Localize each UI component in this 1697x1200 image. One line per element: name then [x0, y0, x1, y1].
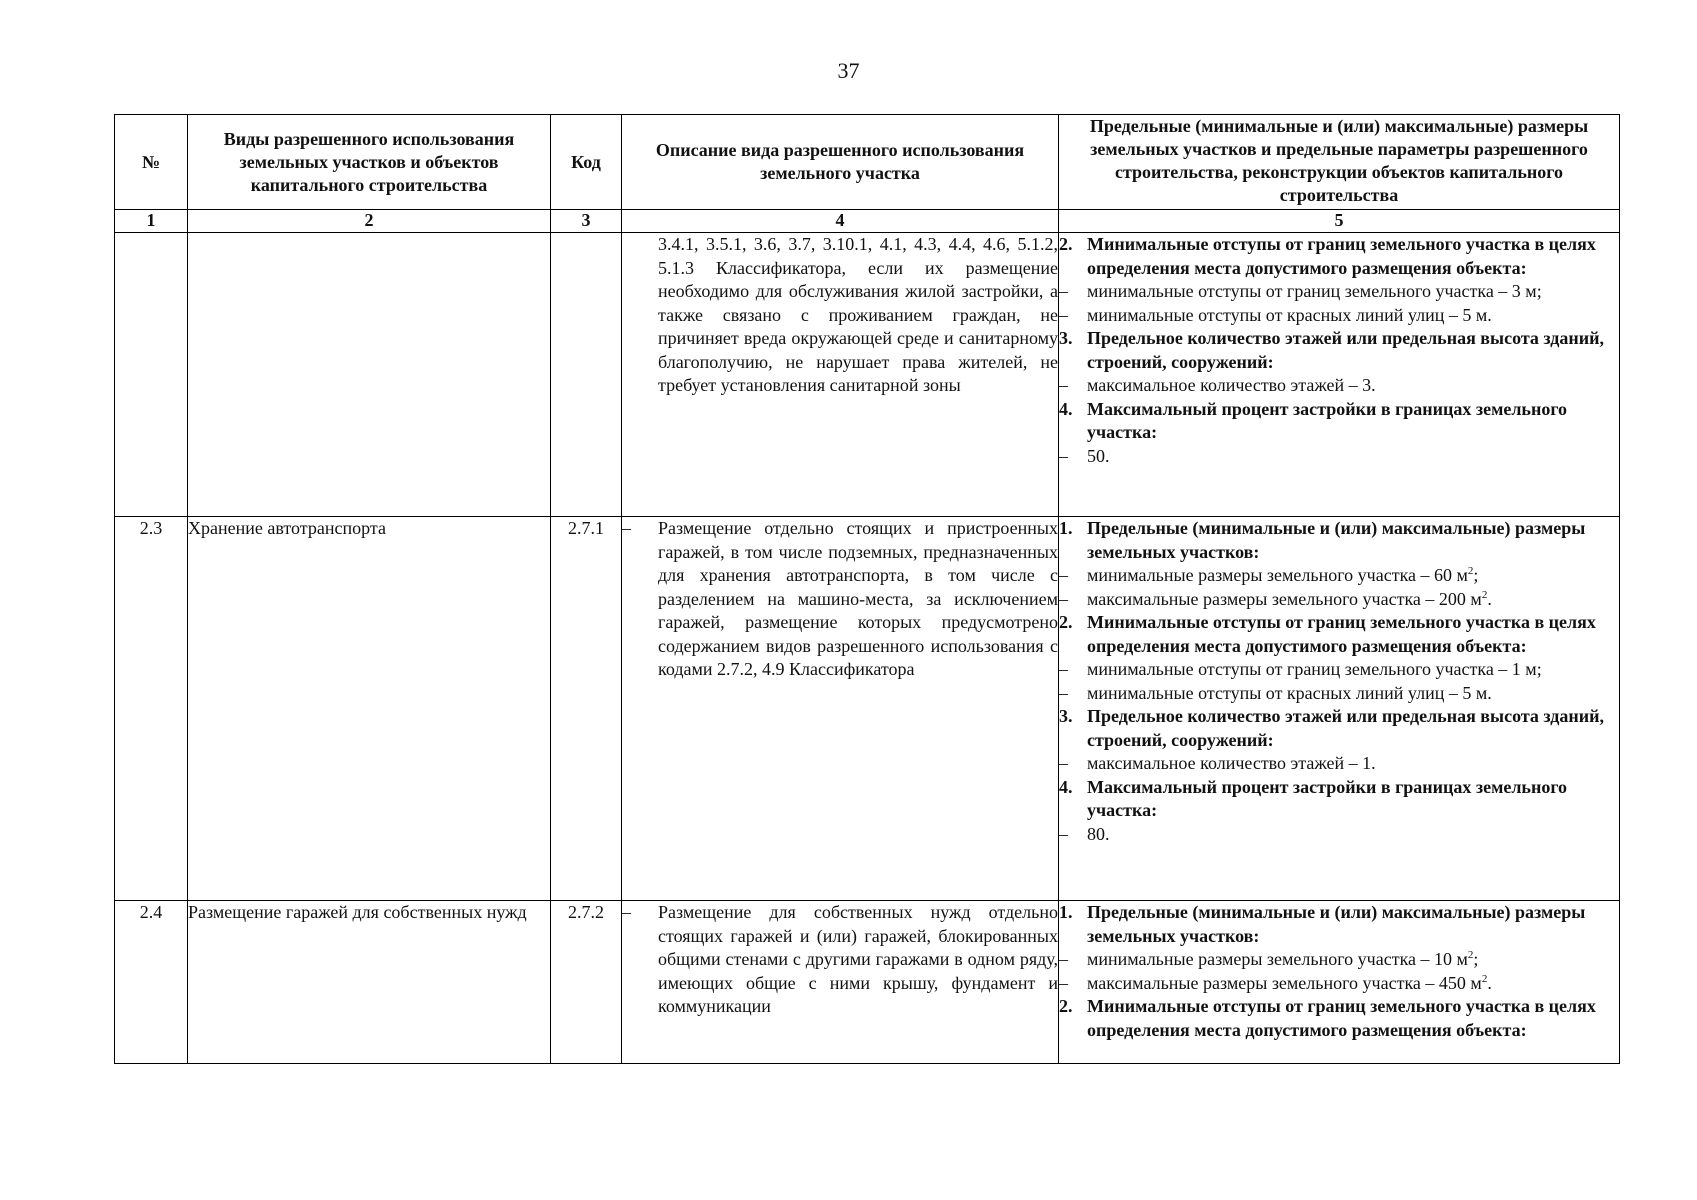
parameter-marker: –: [1059, 445, 1068, 466]
parameter-text: Предельные (минимальные и (или) максимальные) размеры земельных участков:: [1087, 518, 1586, 562]
parameter-item: [1059, 658, 1619, 682]
parameter-marker: 4.: [1059, 776, 1073, 797]
parameter-heading: [1059, 517, 1619, 564]
parameter-text: максимальное количество этажей – 3.: [1087, 375, 1376, 395]
parameter-marker: 1.: [1059, 518, 1073, 538]
header-number: №: [115, 115, 188, 210]
header-use-type: Виды разрешенного использования земельных участков и объектов капитального строительства: [188, 115, 551, 210]
parameter-marker: 3.: [1059, 328, 1073, 348]
header-code: Код: [551, 115, 622, 210]
use-type-name: Хранение автотранспорта: [188, 517, 551, 901]
header-description: Описание вида разрешенного использования земельного участка: [622, 115, 1059, 210]
parameter-marker: 2.: [1059, 612, 1073, 632]
parameter-text: минимальные отступы от границ земельного участка – 1 м;: [1087, 659, 1542, 679]
parameters-list: [1059, 233, 1619, 468]
parameter-item: [1059, 374, 1619, 398]
parameter-marker: 2.: [1059, 996, 1073, 1016]
parameter-text-wrap: [1087, 682, 1619, 706]
parameter-text-wrap: [1087, 705, 1619, 752]
description-dash: –: [622, 902, 631, 922]
use-type-code: 2.7.1: [551, 517, 622, 901]
use-type-code: [551, 233, 622, 517]
superscript: 2: [1467, 949, 1474, 961]
description-text: Размещение для собственных нужд отдельно стоящих гаражей и (или) гаражей, блокированных общими стенами с другими гаражами в одном ряду, имеющих общие с ними крышу, фундамент и коммуникации: [658, 902, 1058, 1016]
use-description: [622, 233, 1058, 398]
parameter-text-wrap: [1087, 588, 1619, 612]
parameters-list: [1059, 901, 1619, 1063]
parameter-text-wrap: [1087, 823, 1619, 847]
parameter-item: [1059, 445, 1619, 469]
parameter-text-wrap: [1087, 327, 1619, 374]
use-description: [622, 517, 1058, 682]
parameter-marker: –: [1059, 304, 1068, 325]
parameter-text-wrap: [1087, 233, 1619, 280]
parameter-heading: [1059, 995, 1619, 1042]
column-number: 1: [115, 210, 188, 233]
use-description-cell: [622, 233, 1059, 517]
row-number: 2.4: [115, 901, 188, 1064]
parameter-heading: [1059, 776, 1619, 823]
column-number: 4: [622, 210, 1059, 233]
column-number: 5: [1059, 210, 1620, 233]
superscript: 2: [1467, 565, 1474, 577]
parameter-heading: [1059, 327, 1619, 374]
parameter-text-wrap: [1087, 304, 1619, 328]
parameter-heading: [1059, 705, 1619, 752]
column-number-row: [115, 210, 1620, 233]
parameter-marker: 1.: [1059, 902, 1073, 922]
description-text: 3.4.1, 3.5.1, 3.6, 3.7, 3.10.1, 4.1, 4.3, 4.4, 4.6, 5.1.2, 5.1.3 Классификатора, если их размещение необходимо для обслуживания жилой застройки, а также связано с проживанием граждан, не причиняет вреда окружающей среде и санитарному благополучию, не нарушает права жителей, не требует установления санитарной зоны: [658, 234, 1058, 395]
parameter-marker: –: [1059, 659, 1068, 679]
parameter-text-wrap: [1087, 901, 1619, 948]
parameter-item: [1059, 280, 1619, 304]
parameter-text: минимальные отступы от красных линий улиц – 5 м.: [1087, 682, 1492, 703]
parameter-text-wrap: [1087, 564, 1619, 588]
parameter-text-wrap: [1087, 280, 1619, 304]
header-parameters-text: Предельные (минимальные и (или) максимальные) размеры земельных участков и предельные параметры разрешенного строительства, реконструкции объектов капитального строительства: [1089, 116, 1589, 205]
parameter-text-wrap: [1087, 752, 1619, 776]
parameter-text-wrap: [1087, 776, 1619, 823]
use-type-name: [188, 233, 551, 517]
column-number: 2: [188, 210, 551, 233]
parameter-marker: 3.: [1059, 706, 1073, 726]
parameter-marker: –: [1059, 823, 1068, 844]
parameter-tail: .: [1487, 972, 1492, 993]
parameter-marker: –: [1059, 565, 1068, 585]
superscript: 2: [1481, 972, 1488, 985]
table-header-row: [115, 115, 1620, 210]
parameter-text: Предельное количество этажей или предельная высота зданий, строений, сооружений:: [1087, 328, 1605, 372]
description-dash: –: [622, 518, 631, 538]
parameter-text-wrap: [1087, 611, 1619, 658]
parameter-text: минимальные отступы от красных линий улиц – 5 м.: [1087, 304, 1492, 325]
table-row: [115, 901, 1620, 1064]
parameter-text: Предельное количество этажей или предельная высота зданий, строений, сооружений:: [1087, 706, 1605, 750]
zoning-table: [114, 114, 1620, 1064]
parameter-marker: 2.: [1059, 234, 1073, 254]
parameter-heading: [1059, 611, 1619, 658]
column-number: 3: [551, 210, 622, 233]
parameter-item: [1059, 564, 1619, 588]
parameters-list: [1059, 517, 1619, 846]
parameters-cell: [1059, 517, 1620, 901]
parameter-marker: –: [1059, 682, 1068, 703]
parameters-cell: [1059, 233, 1620, 517]
parameter-marker: –: [1059, 588, 1068, 609]
parameter-text: Максимальный процент застройки в границах земельного участка:: [1087, 398, 1568, 442]
parameter-item: [1059, 752, 1619, 776]
parameter-text: 50.: [1087, 445, 1110, 466]
superscript: 2: [1481, 588, 1488, 601]
use-description-cell: [622, 901, 1059, 1064]
parameter-text-wrap: [1087, 995, 1619, 1042]
parameter-text-wrap: [1087, 972, 1619, 996]
row-number: [115, 233, 188, 517]
use-type-name: Размещение гаражей для собственных нужд: [188, 901, 551, 1064]
use-type-code: 2.7.2: [551, 901, 622, 1064]
parameter-heading: [1059, 901, 1619, 948]
parameter-item: [1059, 682, 1619, 706]
parameter-marker: –: [1059, 949, 1068, 969]
parameter-text: максимальные размеры земельного участка – 200 м: [1087, 588, 1482, 609]
parameter-text: минимальные отступы от границ земельного участка – 3 м;: [1087, 281, 1542, 301]
parameter-marker: –: [1059, 375, 1068, 395]
table-row: [115, 517, 1620, 901]
parameter-text: минимальные размеры земельного участка – 10 м: [1087, 949, 1468, 969]
row-number: 2.3: [115, 517, 188, 901]
parameter-item: [1059, 588, 1619, 612]
page-number: 37: [837, 58, 860, 83]
parameter-item: [1059, 823, 1619, 847]
parameter-item: [1059, 304, 1619, 328]
parameters-cell: [1059, 901, 1620, 1064]
parameter-text: Минимальные отступы от границ земельного участка в целях определения места допустимого размещения объекта:: [1087, 234, 1596, 278]
parameter-text: 80.: [1087, 823, 1110, 844]
parameter-tail: ;: [1473, 949, 1479, 969]
parameter-item: [1059, 948, 1619, 972]
table-row: [115, 233, 1620, 517]
parameter-text: максимальное количество этажей – 1.: [1087, 753, 1376, 773]
parameter-text: Максимальный процент застройки в границах земельного участка:: [1087, 776, 1568, 820]
parameter-text: максимальные размеры земельного участка – 450 м: [1087, 972, 1482, 993]
parameter-heading: [1059, 233, 1619, 280]
header-parameters: [1059, 115, 1620, 210]
parameter-marker: –: [1059, 972, 1068, 993]
parameter-text-wrap: [1087, 948, 1619, 972]
description-text: Размещение отдельно стоящих и пристроенных гаражей, в том числе подземных, предназначенных для хранения автотранспорта, в том числе с разделением на машино-места, за исключением гаражей, размещение которых предусмотрено содержанием видов разрешенного использования с кодами 2.7.2, 4.9 Классификатора: [658, 518, 1058, 679]
use-description-cell: [622, 517, 1059, 901]
parameter-text-wrap: [1087, 517, 1619, 564]
parameter-heading: [1059, 398, 1619, 445]
parameter-item: [1059, 972, 1619, 996]
parameter-tail: ;: [1473, 565, 1479, 585]
parameter-marker: –: [1059, 281, 1068, 301]
parameter-text-wrap: [1087, 374, 1619, 398]
parameter-text-wrap: [1087, 658, 1619, 682]
parameter-text: Минимальные отступы от границ земельного участка в целях определения места допустимого размещения объекта:: [1087, 612, 1596, 656]
parameter-text-wrap: [1087, 445, 1619, 469]
parameter-text: минимальные размеры земельного участка – 60 м: [1087, 565, 1468, 585]
use-description: [622, 901, 1058, 1019]
parameter-marker: –: [1059, 753, 1068, 773]
parameter-text: Минимальные отступы от границ земельного участка в целях определения места допустимого размещения объекта:: [1087, 996, 1596, 1040]
parameter-tail: .: [1487, 588, 1492, 609]
parameter-text: Предельные (минимальные и (или) максимальные) размеры земельных участков:: [1087, 902, 1586, 946]
parameter-marker: 4.: [1059, 398, 1073, 419]
parameter-text-wrap: [1087, 398, 1619, 445]
